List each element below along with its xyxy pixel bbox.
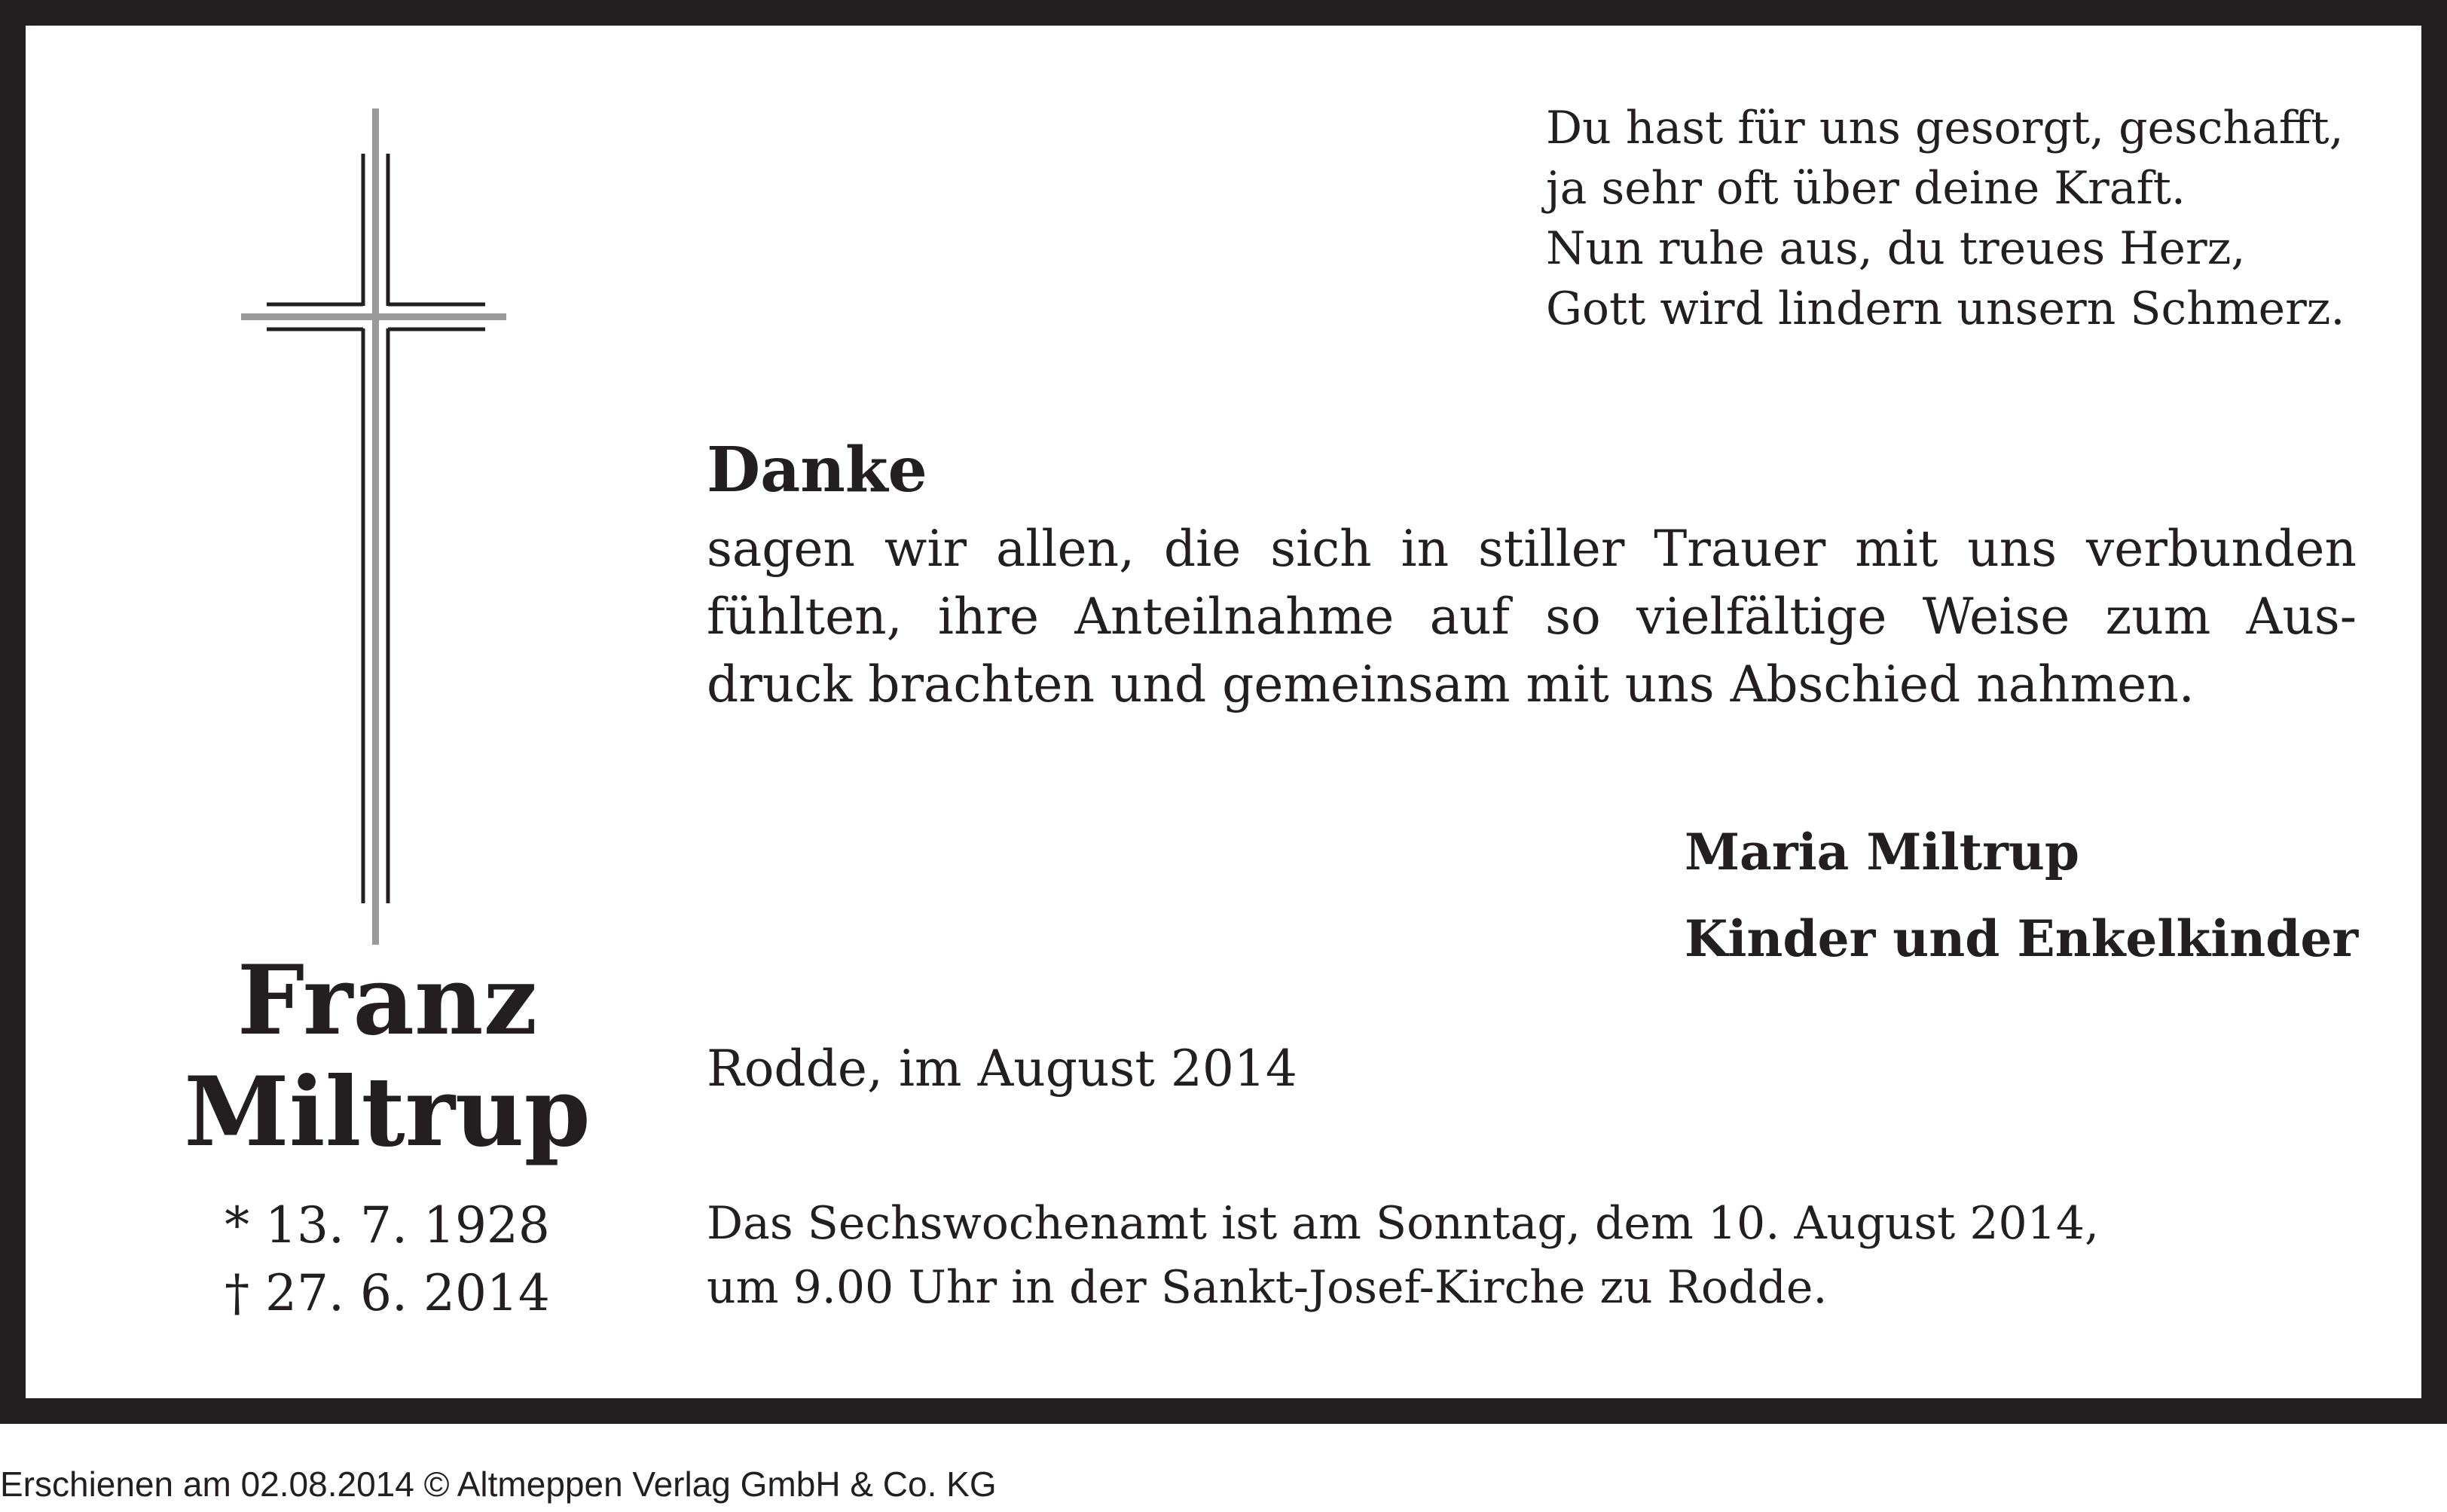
service-announcement [707, 1192, 2099, 1320]
deceased-name [101, 945, 674, 1168]
deceased-last-name: Miltrup [184, 1056, 591, 1168]
family-signature [1685, 809, 2358, 982]
life-dates [101, 1192, 674, 1327]
thanks-line: fühlten, ihre Anteilnahme auf so vielfältige Weise zum Aus- [707, 588, 2357, 646]
thanks-line: druck brachten und gemeinsam mit uns Abschied nahmen. [707, 655, 2195, 713]
family-relatives: Kinder und Enkelkinder [1685, 909, 2359, 968]
cross-icon [241, 108, 506, 945]
birth-date: * 13. 7. 1928 [225, 1196, 550, 1254]
thanks-title: Danke [707, 434, 927, 506]
poem-line: Gott wird lindern unsern Schmerz. [1546, 283, 2345, 335]
poem-line: Du hast für uns gesorgt, geschafft, [1546, 102, 2344, 154]
deceased-first-name: Franz [237, 945, 538, 1056]
service-line: Das Sechswochenamt ist am Sonntag, dem 10. August 2014, [707, 1197, 2100, 1250]
poem-line: ja sehr oft über deine Kraft. [1546, 162, 2186, 215]
memorial-poem [1546, 98, 2345, 339]
publication-footer: Erschienen am 02.08.2014 © Altmeppen Verlag GmbH & Co. KG [0, 1465, 997, 1504]
service-line: um 9.00 Uhr in der Sankt-Josef-Kirche zu Rodde. [707, 1261, 1828, 1314]
death-date: † 27. 6. 2014 [225, 1264, 550, 1322]
poem-line: Nun ruhe aus, du treues Herz, [1546, 222, 2246, 275]
thanks-line: sagen wir allen, die sich in stiller Trauer mit uns verbunden [707, 520, 2357, 578]
family-name: Maria Miltrup [1685, 823, 2080, 881]
obituary-card [26, 26, 2421, 1398]
thanks-text [707, 515, 2357, 719]
place-date: Rodde, im August 2014 [707, 1040, 1297, 1098]
